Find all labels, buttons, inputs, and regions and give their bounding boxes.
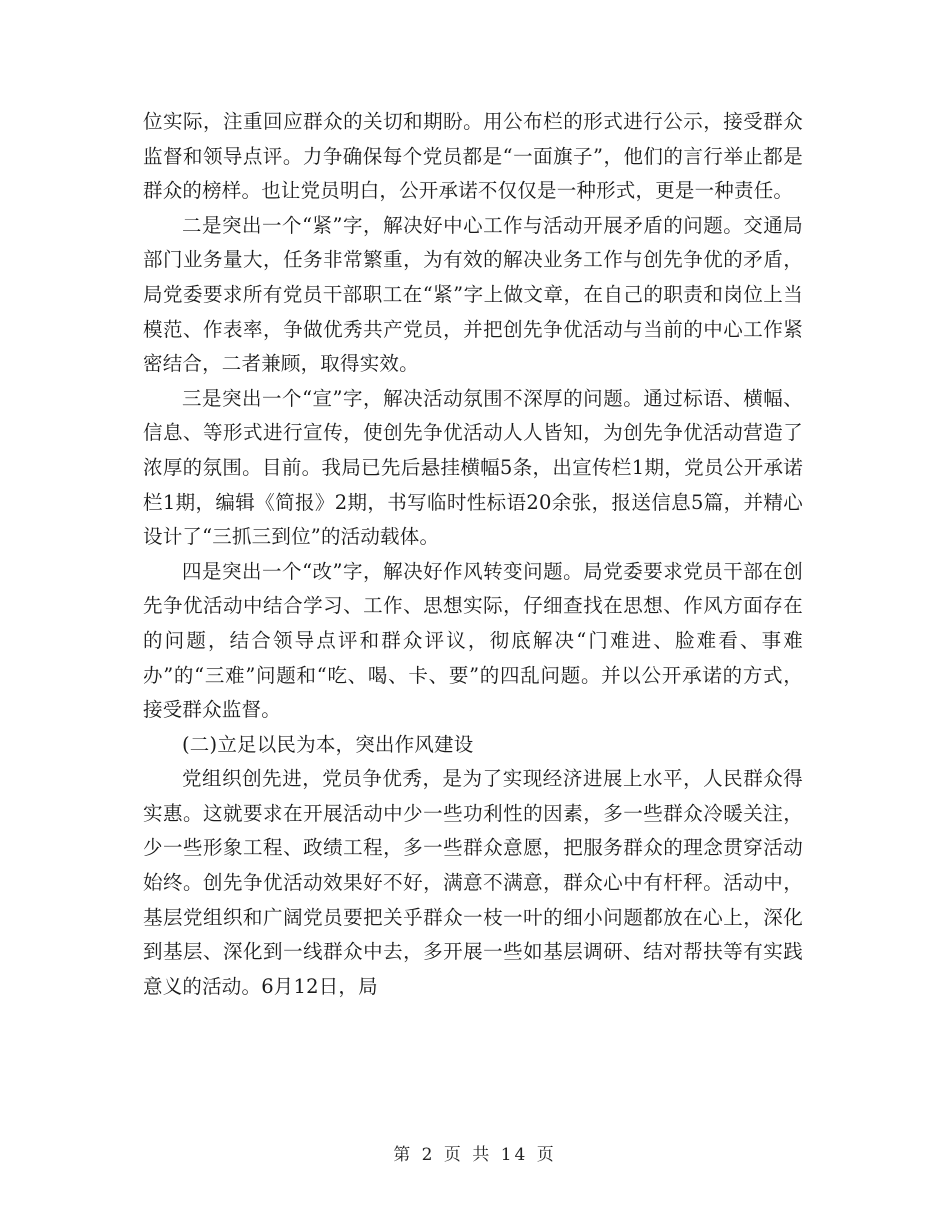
paragraph-point-two: 二是突出一个“紧”字，解决好中心工作与活动开展矛盾的问题。交通局部门业务量大，任务非常繁重，为有效的解决业务工作与创先争优的矛盾，局党委要求所有党员干部职工在“紧”字上做文章，在自己的职责和岗位上当模范、作表率，争做优秀共产党员，并把创先争优活动与当前的中心工作紧密结合，二者兼顾，取得实效。 (143, 213, 803, 376)
page-number-footer: 第 2 页 共 14 页 (393, 1145, 557, 1165)
section-heading: (二)立足以民为本，突出作风建设 (182, 732, 474, 756)
paragraph-point-three: 三是突出一个“宣”字，解决活动氛围不深厚的问题。通过标语、横幅、信息、等形式进行宣传，使创先争优活动人人皆知，为创先争优活动营造了浓厚的氛围。目前。我局已先后悬挂横幅5条，出宣传栏1期，党员公开承诺栏1期，编辑《简报》2期，书写临时性标语20余张，报送信息5篇，并精心设计了“三抓三到位”的活动载体。 (143, 386, 803, 549)
body-text (143, 105, 803, 1004)
paragraph-point-four: 四是突出一个“改”字，解决好作风转变问题。局党委要求党员干部在创先争优活动中结合学习、工作、思想实际，仔细查找在思想、作风方面存在的问题，结合领导点评和群众评议，彻底解决“门难进、脸难看、事难办”的“三难”问题和“吃、喝、卡、要”的四乱问题。并以公开承诺的方式，接受群众监督。 (143, 559, 803, 722)
paragraph-section-body: 党组织创先进，党员争优秀，是为了实现经济进展上水平，人民群众得实惠。这就要求在开展活动中少一些功利性的因素，多一些群众冷暖关注，少一些形象工程、政绩工程，多一些群众意愿，把服务群众的理念贯穿活动始终。创先争优活动效果好不好，满意不满意，群众心中有杆秤。活动中，基层党组织和广阔党员要把关乎群众一枝一叶的细小问题都放在心上，深化到基层、深化到一线群众中去，多开展一些如基层调研、结对帮扶等有实践意义的活动。6月12日，局 (143, 767, 803, 998)
paragraph-continuation: 位实际，注重回应群众的关切和期盼。用公布栏的形式进行公示，接受群众监督和领导点评。力争确保每个党员都是“一面旗子”，他们的言行举止都是群众的榜样。也让党员明白，公开承诺不仅仅是一种形式，更是一种责任。 (143, 110, 803, 203)
